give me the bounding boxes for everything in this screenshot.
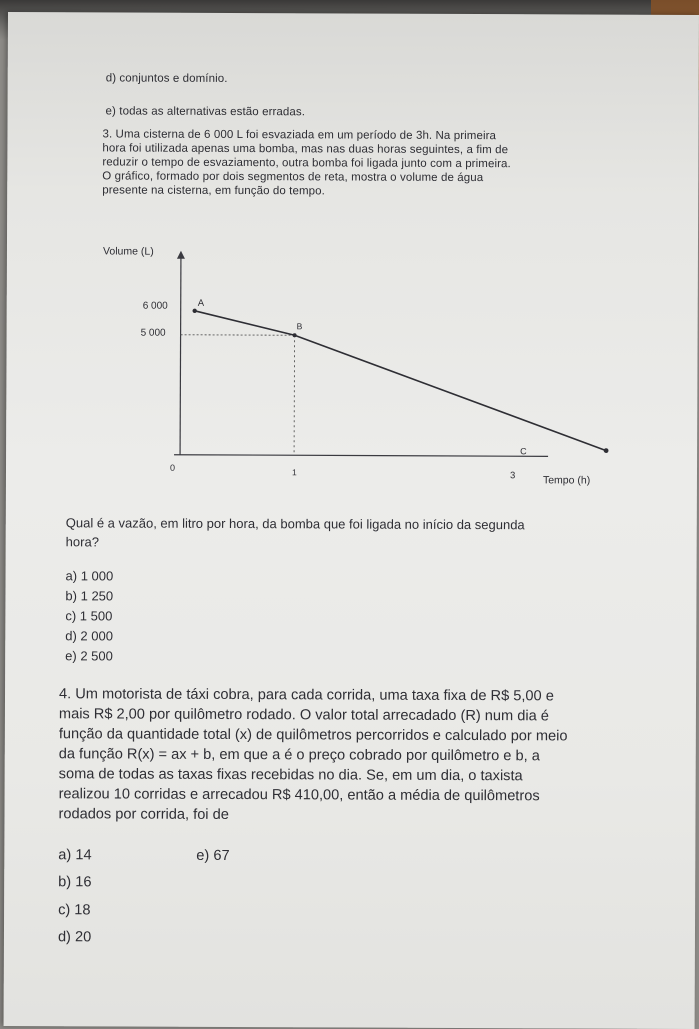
q4-option-c[interactable]: c) 18 — [58, 902, 91, 918]
q2-option-e: e) todas as alternativas estão erradas. — [106, 105, 306, 118]
segment-bc — [294, 335, 606, 450]
q4-line: função da quantidade total (x) de quilômetros percorridos e calculado por meio — [59, 726, 568, 744]
q3-line: 3. Uma cisterna de 6 000 L foi esvaziada em um período de 3h. Na primeira — [102, 128, 496, 142]
volume-time-chart — [96, 240, 637, 492]
point-a-label: A — [198, 298, 205, 309]
point-c — [604, 448, 609, 453]
q3-question-line: hora? — [66, 534, 99, 549]
x-tick-label-3: 3 — [510, 470, 515, 481]
q4-line: 4. Um motorista de táxi cobra, para cada corrida, uma taxa fixa de R$ 5,00 e — [59, 686, 554, 704]
segment-ab — [195, 311, 295, 335]
point-a — [192, 309, 196, 313]
point-c-label: C — [520, 446, 527, 456]
q3-option-e[interactable]: e) 2 500 — [65, 648, 113, 663]
x-axis — [174, 455, 548, 457]
q4-option-a[interactable]: a) 14 — [58, 847, 91, 863]
worksheet-page — [4, 12, 699, 1029]
x-tick-label-0: 0 — [170, 463, 175, 473]
q2-option-d: d) conjuntos e domínio. — [106, 72, 228, 85]
q3-question-line: Qual é a vazão, em litro por hora, da bomba que foi ligada no início da segunda — [66, 515, 525, 532]
x-tick-label-1: 1 — [292, 467, 297, 477]
q3-line: hora foi utilizada apenas uma bomba, mas nas duas horas seguintes, a fim de — [102, 142, 508, 156]
q3-line: presente na cisterna, em função do tempo. — [102, 184, 325, 197]
q4-line: da função R(x) = ax + b, em que a é o preço cobrado por quilômetro e b, a — [59, 746, 540, 764]
q4-line: rodados por corrida, foi de — [58, 806, 228, 823]
q3-option-d[interactable]: d) 2 000 — [65, 628, 113, 643]
q4-line: mais R$ 2,00 por quilômetro rodado. O valor total arrecadado (R) num dia é — [59, 706, 549, 724]
y-axis-arrow — [177, 251, 185, 259]
q3-line: O gráfico, formado por dois segmentos de reta, mostra o volume de água — [102, 170, 483, 184]
x-axis-label: Tempo (h) — [543, 474, 590, 486]
q4-option-e[interactable]: e) 67 — [196, 848, 229, 864]
q3-line: reduzir o tempo de esvaziamento, outra bomba foi ligada junto com a primeira. — [102, 156, 511, 170]
guide-x1-vertical — [294, 335, 295, 455]
q3-option-a[interactable]: a) 1 000 — [66, 568, 114, 583]
q3-option-c[interactable]: c) 1 500 — [65, 608, 112, 623]
q4-option-b[interactable]: b) 16 — [58, 874, 91, 890]
point-b — [293, 333, 297, 337]
y-axis — [180, 255, 181, 455]
y-tick-label-5000: 5 000 — [141, 328, 167, 339]
y-tick-label-6000: 6 000 — [143, 301, 169, 312]
q4-line: soma de todas as taxas fixas recebidas no dia. Se, em um dia, o taxista — [59, 766, 523, 784]
q4-line: realizou 10 corridas e arrecadou R$ 410,00, então a média de quilômetros — [59, 786, 540, 804]
point-b-label: B — [297, 321, 303, 331]
q3-option-b[interactable]: b) 1 250 — [65, 588, 113, 603]
q4-option-d[interactable]: d) 20 — [58, 929, 91, 945]
y-axis-label: Volume (L) — [103, 245, 154, 257]
